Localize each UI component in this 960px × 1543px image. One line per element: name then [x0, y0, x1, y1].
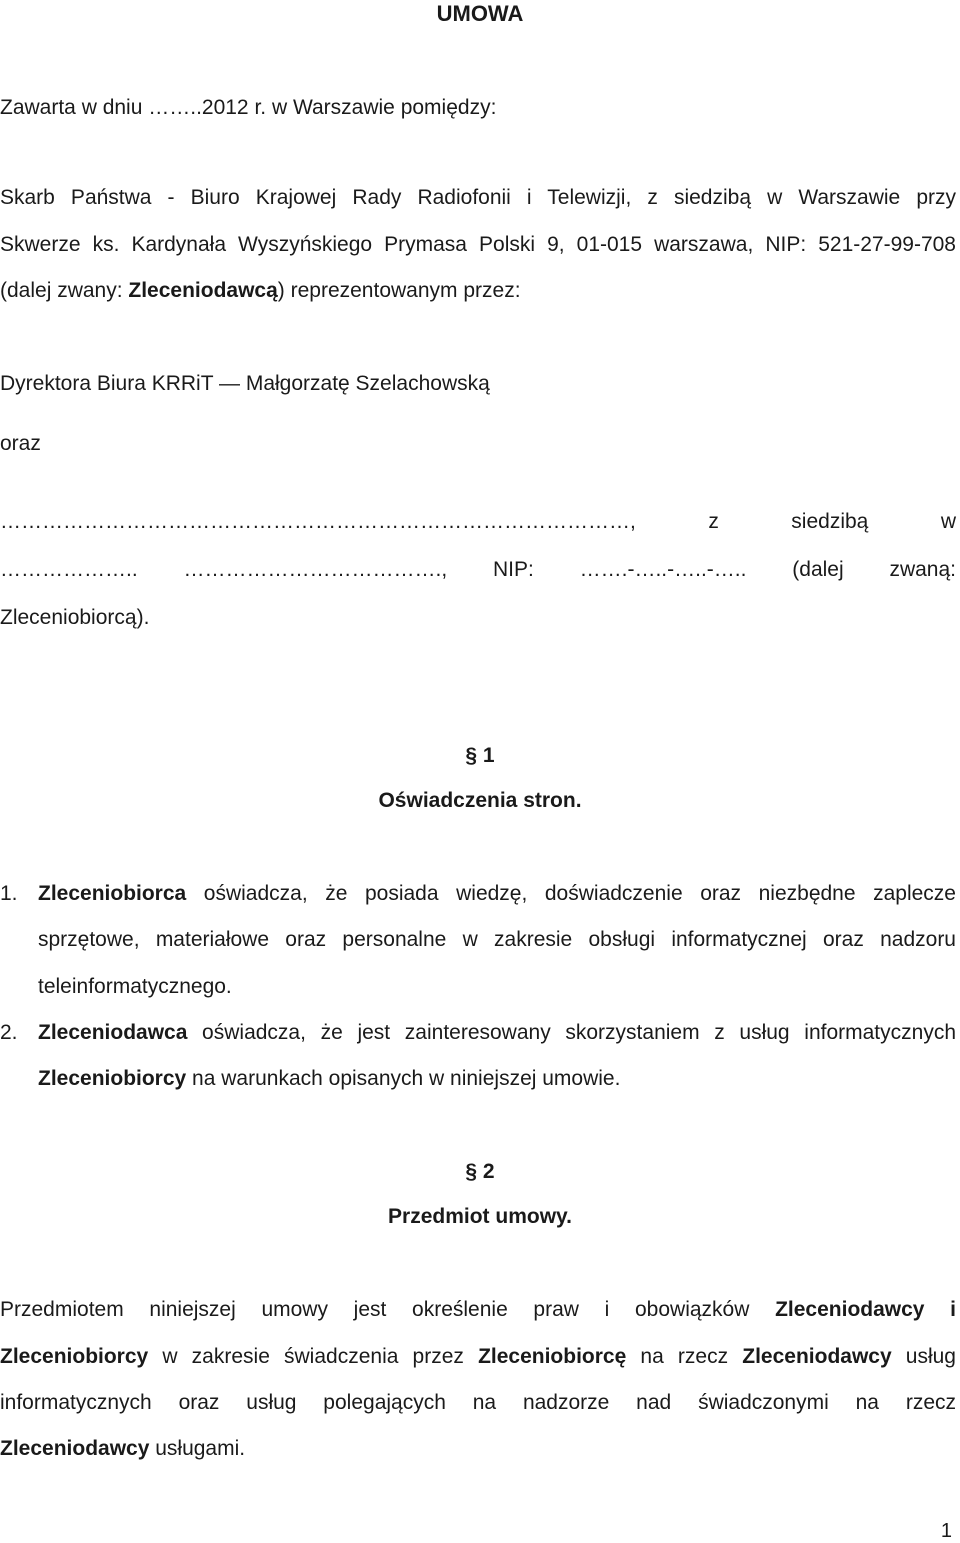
item2-line2: [38, 1065, 620, 1093]
party2-line3: Zleceniobiorcą).: [0, 606, 150, 629]
section-symbol: §: [465, 744, 478, 767]
item2-bold1: Zleceniodawca: [38, 1021, 188, 1044]
intro-line: Zawarta w dniu ……..2012 r. w Warszawie pomiędzy:: [0, 96, 497, 119]
page-number: 1: [940, 1520, 952, 1542]
item1-line1: [38, 880, 956, 908]
s2-l2-mid2: na rzecz: [626, 1345, 743, 1368]
s2-l1-pre: Przedmiotem niniejszej umowy jest określenie praw i obowiązków: [0, 1298, 776, 1321]
section2-number: [0, 1158, 960, 1186]
section-symbol: §: [465, 1160, 478, 1183]
item2-bold2: Zleceniobiorcy: [38, 1067, 187, 1090]
s2-l1-mid: [924, 1298, 950, 1321]
section2-line4: [0, 1435, 245, 1463]
s2-l2-bold1: Zleceniobiorcy: [0, 1345, 149, 1368]
section2-num: 2: [482, 1160, 495, 1183]
s2-l2-mid1: w zakresie świadczenia przez: [148, 1345, 479, 1368]
s2-l4-post: usługami.: [149, 1437, 246, 1460]
party2-line2: ……………….. ………………………………., NIP: …….-…..-…..-….. (dalej zwaną:: [0, 558, 956, 581]
item2-number: 2.: [0, 1021, 18, 1044]
item1-bold: Zleceniobiorca: [38, 882, 187, 905]
document-title: UMOWA: [436, 1, 524, 26]
item2-line2-rest: na warunkach opisanych w niniejszej umowie.: [186, 1067, 621, 1090]
section2-line2: [0, 1343, 956, 1371]
s2-l1-bold2: i: [950, 1298, 956, 1321]
section1-number: [0, 742, 960, 770]
party2-line1: ………………………………………………………………………………, z siedzibą w: [0, 510, 956, 533]
item1-line1-rest: oświadcza, że posiada wiedzę, doświadczenie oraz niezbędne zaplecze: [186, 882, 956, 905]
item1-number: 1.: [0, 882, 18, 905]
item1-line3: teleinformatycznego.: [38, 975, 232, 998]
representative-line: Dyrektora Biura KRRiT — Małgorzatę Szelachowską: [0, 372, 490, 395]
s2-l1-bold1: Zleceniodawcy: [775, 1298, 925, 1321]
conjunction: oraz: [0, 432, 41, 455]
party1-line3-pre: (dalej zwany:: [0, 279, 129, 302]
party1-line3: [0, 277, 521, 305]
item1-line2: sprzętowe, materiałowe oraz personalne w zakresie obsługi informatycznej oraz nadzoru: [38, 928, 956, 951]
party1-line3-post: ) reprezentowanym przez:: [277, 279, 521, 302]
item2-line1: [38, 1019, 956, 1047]
party1-line2: Skwerze ks. Kardynała Wyszyńskiego Prymasa Polski 9, 01-015 warszawa, NIP: 521-27-99-708: [0, 233, 956, 256]
s2-l4-bold: Zleceniodawcy: [0, 1437, 150, 1460]
item2-line1-rest: oświadcza, że jest zainteresowany skorzystaniem z usług informatycznych: [187, 1021, 956, 1044]
section1-heading: Oświadczenia stron.: [378, 789, 582, 812]
party1-line3-bold: Zleceniodawcą: [128, 279, 278, 302]
section1-num: 1: [482, 744, 495, 767]
section2-heading: Przedmiot umowy.: [388, 1205, 572, 1228]
s2-l2-bold2: Zleceniobiorcę: [478, 1345, 627, 1368]
section2-line1: [0, 1296, 956, 1324]
section2-line3: informatycznych oraz usług polegających na nadzorze nad świadczonymi na rzecz: [0, 1391, 956, 1414]
party1-line1: Skarb Państwa - Biuro Krajowej Rady Radiofonii i Telewizji, z siedzibą w Warszawie przy: [0, 186, 956, 209]
s2-l2-bold3: Zleceniodawcy: [742, 1345, 892, 1368]
s2-l2-post: usług: [891, 1345, 956, 1368]
